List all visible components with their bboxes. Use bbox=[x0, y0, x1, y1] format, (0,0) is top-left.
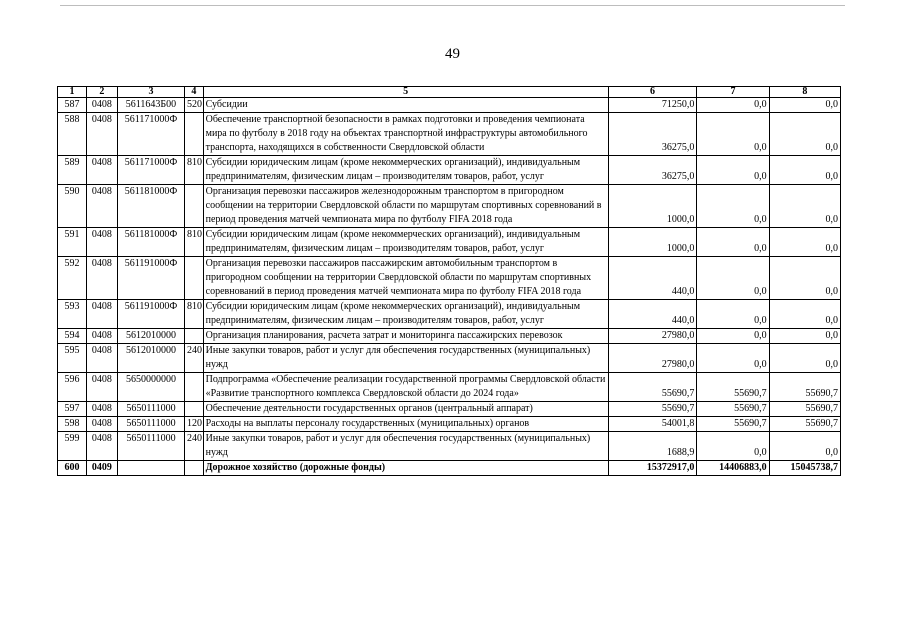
expense-type-cell: 810 bbox=[185, 156, 204, 185]
column-header: 6 bbox=[608, 87, 697, 98]
expense-type-cell bbox=[185, 461, 204, 476]
expense-type-cell: 240 bbox=[185, 344, 204, 373]
amount-col7-cell: 0,0 bbox=[697, 228, 769, 257]
amount-col8-cell: 55690,7 bbox=[769, 417, 840, 432]
amount-col7-cell: 0,0 bbox=[697, 156, 769, 185]
amount-col8-cell: 0,0 bbox=[769, 344, 840, 373]
expense-type-cell: 240 bbox=[185, 432, 204, 461]
row-number-cell: 588 bbox=[58, 113, 87, 156]
table-row bbox=[58, 98, 841, 113]
amount-col8-cell: 15045738,7 bbox=[769, 461, 840, 476]
table-row bbox=[58, 402, 841, 417]
target-code-cell: 5612010000 bbox=[117, 344, 184, 373]
section-code-cell: 0408 bbox=[86, 185, 117, 228]
amount-col7-cell: 0,0 bbox=[697, 344, 769, 373]
description-cell: Дорожное хозяйство (дорожные фонды) bbox=[203, 461, 608, 476]
target-code-cell: 5650111000 bbox=[117, 402, 184, 417]
table-row bbox=[58, 417, 841, 432]
column-header: 3 bbox=[117, 87, 184, 98]
description-cell: Субсидии юридическим лицам (кроме некоммерческих организаций), индивидуальным предпринимателям, физическим лицам – производителям товаров, работ, услуг bbox=[203, 228, 608, 257]
target-code-cell: 561191000Ф bbox=[117, 300, 184, 329]
target-code-cell: 5650111000 bbox=[117, 417, 184, 432]
row-number-cell: 599 bbox=[58, 432, 87, 461]
target-code-cell: 561171000Ф bbox=[117, 113, 184, 156]
expense-type-cell bbox=[185, 402, 204, 417]
table-row bbox=[58, 373, 841, 402]
target-code-cell bbox=[117, 461, 184, 476]
row-number-cell: 593 bbox=[58, 300, 87, 329]
section-code-cell: 0408 bbox=[86, 113, 117, 156]
amount-col6-cell: 440,0 bbox=[608, 300, 697, 329]
table-row bbox=[58, 185, 841, 228]
row-number-cell: 598 bbox=[58, 417, 87, 432]
section-code-cell: 0408 bbox=[86, 257, 117, 300]
amount-col7-cell: 0,0 bbox=[697, 98, 769, 113]
expense-type-cell: 520 bbox=[185, 98, 204, 113]
amount-col6-cell: 54001,8 bbox=[608, 417, 697, 432]
target-code-cell: 5612010000 bbox=[117, 329, 184, 344]
amount-col6-cell: 15372917,0 bbox=[608, 461, 697, 476]
table-row bbox=[58, 156, 841, 185]
row-number-cell: 590 bbox=[58, 185, 87, 228]
table-row bbox=[58, 113, 841, 156]
amount-col8-cell: 0,0 bbox=[769, 98, 840, 113]
row-number-cell: 596 bbox=[58, 373, 87, 402]
description-cell: Субсидии bbox=[203, 98, 608, 113]
amount-col8-cell: 0,0 bbox=[769, 257, 840, 300]
section-code-cell: 0408 bbox=[86, 98, 117, 113]
budget-table bbox=[57, 86, 841, 476]
table-row bbox=[58, 344, 841, 373]
amount-col6-cell: 1000,0 bbox=[608, 228, 697, 257]
description-cell: Организация перевозки пассажиров пассажирским автомобильным транспортом в пригородном сообщении на территории Свердловской области по маршрутам спортивных соревнований в период проведения матчей чемпионата мира по футболу FIFA 2018 года bbox=[203, 257, 608, 300]
amount-col8-cell: 0,0 bbox=[769, 300, 840, 329]
row-number-cell: 595 bbox=[58, 344, 87, 373]
table-row bbox=[58, 432, 841, 461]
expense-type-cell bbox=[185, 329, 204, 344]
table-header-row bbox=[58, 87, 841, 98]
target-code-cell: 561191000Ф bbox=[117, 257, 184, 300]
amount-col6-cell: 71250,0 bbox=[608, 98, 697, 113]
amount-col8-cell: 0,0 bbox=[769, 228, 840, 257]
target-code-cell: 561181000Ф bbox=[117, 228, 184, 257]
section-code-cell: 0408 bbox=[86, 300, 117, 329]
row-number-cell: 589 bbox=[58, 156, 87, 185]
amount-col7-cell: 0,0 bbox=[697, 113, 769, 156]
amount-col7-cell: 55690,7 bbox=[697, 402, 769, 417]
amount-col6-cell: 27980,0 bbox=[608, 344, 697, 373]
amount-col6-cell: 36275,0 bbox=[608, 113, 697, 156]
amount-col6-cell: 1000,0 bbox=[608, 185, 697, 228]
amount-col7-cell: 0,0 bbox=[697, 257, 769, 300]
row-number-cell: 600 bbox=[58, 461, 87, 476]
section-code-cell: 0408 bbox=[86, 344, 117, 373]
target-code-cell: 5650111000 bbox=[117, 432, 184, 461]
amount-col8-cell: 55690,7 bbox=[769, 373, 840, 402]
amount-col8-cell: 0,0 bbox=[769, 329, 840, 344]
description-cell: Субсидии юридическим лицам (кроме некоммерческих организаций), индивидуальным предпринимателям, физическим лицам – производителям товаров, работ, услуг bbox=[203, 300, 608, 329]
row-number-cell: 597 bbox=[58, 402, 87, 417]
section-code-cell: 0408 bbox=[86, 402, 117, 417]
section-code-cell: 0408 bbox=[86, 329, 117, 344]
table-row bbox=[58, 300, 841, 329]
expense-type-cell: 810 bbox=[185, 228, 204, 257]
table-row bbox=[58, 228, 841, 257]
column-header: 8 bbox=[769, 87, 840, 98]
section-code-cell: 0408 bbox=[86, 432, 117, 461]
expense-type-cell bbox=[185, 185, 204, 228]
amount-col7-cell: 14406883,0 bbox=[697, 461, 769, 476]
expense-type-cell: 120 bbox=[185, 417, 204, 432]
description-cell: Иные закупки товаров, работ и услуг для обеспечения государственных (муниципальных) нужд bbox=[203, 344, 608, 373]
expense-type-cell: 810 bbox=[185, 300, 204, 329]
amount-col7-cell: 0,0 bbox=[697, 329, 769, 344]
expense-type-cell bbox=[185, 113, 204, 156]
top-rule bbox=[60, 5, 845, 6]
description-cell: Обеспечение транспортной безопасности в рамках подготовки и проведения чемпионата мира по футболу в 2018 году на объектах транспортной инфраструктуры автомобильного транспорта, находящихся в собственности Свердловской области bbox=[203, 113, 608, 156]
amount-col6-cell: 440,0 bbox=[608, 257, 697, 300]
target-code-cell: 561171000Ф bbox=[117, 156, 184, 185]
description-cell: Организация планирования, расчета затрат и мониторинга пассажирских перевозок bbox=[203, 329, 608, 344]
section-code-cell: 0408 bbox=[86, 156, 117, 185]
row-number-cell: 594 bbox=[58, 329, 87, 344]
row-number-cell: 591 bbox=[58, 228, 87, 257]
column-header: 4 bbox=[185, 87, 204, 98]
amount-col7-cell: 0,0 bbox=[697, 432, 769, 461]
amount-col8-cell: 0,0 bbox=[769, 432, 840, 461]
table-row bbox=[58, 329, 841, 344]
description-cell: Организация перевозки пассажиров железнодорожным транспортом в пригородном сообщении на территории Свердловской области по маршрутам спортивных соревнований в период проведения матчей чемпионата мира по футболу FIFA 2018 года bbox=[203, 185, 608, 228]
expense-type-cell bbox=[185, 373, 204, 402]
row-number-cell: 592 bbox=[58, 257, 87, 300]
amount-col7-cell: 55690,7 bbox=[697, 373, 769, 402]
amount-col8-cell: 0,0 bbox=[769, 113, 840, 156]
column-header: 7 bbox=[697, 87, 769, 98]
description-cell: Расходы на выплаты персоналу государственных (муниципальных) органов bbox=[203, 417, 608, 432]
amount-col7-cell: 0,0 bbox=[697, 300, 769, 329]
page-number: 49 bbox=[445, 46, 460, 62]
table-row bbox=[58, 257, 841, 300]
amount-col8-cell: 0,0 bbox=[769, 156, 840, 185]
target-code-cell: 5650000000 bbox=[117, 373, 184, 402]
description-cell: Подпрограмма «Обеспечение реализации государственной программы Свердловской области «Развитие транспортного комплекса Свердловской области до 2024 года» bbox=[203, 373, 608, 402]
section-code-cell: 0408 bbox=[86, 373, 117, 402]
expense-type-cell bbox=[185, 257, 204, 300]
amount-col6-cell: 1688,9 bbox=[608, 432, 697, 461]
column-header: 5 bbox=[203, 87, 608, 98]
amount-col6-cell: 27980,0 bbox=[608, 329, 697, 344]
description-cell: Иные закупки товаров, работ и услуг для обеспечения государственных (муниципальных) нужд bbox=[203, 432, 608, 461]
amount-col7-cell: 0,0 bbox=[697, 185, 769, 228]
amount-col6-cell: 36275,0 bbox=[608, 156, 697, 185]
section-code-cell: 0408 bbox=[86, 228, 117, 257]
amount-col7-cell: 55690,7 bbox=[697, 417, 769, 432]
table-body bbox=[58, 98, 841, 476]
amount-col6-cell: 55690,7 bbox=[608, 402, 697, 417]
amount-col8-cell: 55690,7 bbox=[769, 402, 840, 417]
section-code-cell: 0408 bbox=[86, 417, 117, 432]
target-code-cell: 5611643Б00 bbox=[117, 98, 184, 113]
row-number-cell: 587 bbox=[58, 98, 87, 113]
column-header: 2 bbox=[86, 87, 117, 98]
column-header: 1 bbox=[58, 87, 87, 98]
table-row bbox=[58, 461, 841, 476]
amount-col6-cell: 55690,7 bbox=[608, 373, 697, 402]
amount-col8-cell: 0,0 bbox=[769, 185, 840, 228]
description-cell: Субсидии юридическим лицам (кроме некоммерческих организаций), индивидуальным предпринимателям, физическим лицам – производителям товаров, работ, услуг bbox=[203, 156, 608, 185]
target-code-cell: 561181000Ф bbox=[117, 185, 184, 228]
section-code-cell: 0409 bbox=[86, 461, 117, 476]
description-cell: Обеспечение деятельности государственных органов (центральный аппарат) bbox=[203, 402, 608, 417]
